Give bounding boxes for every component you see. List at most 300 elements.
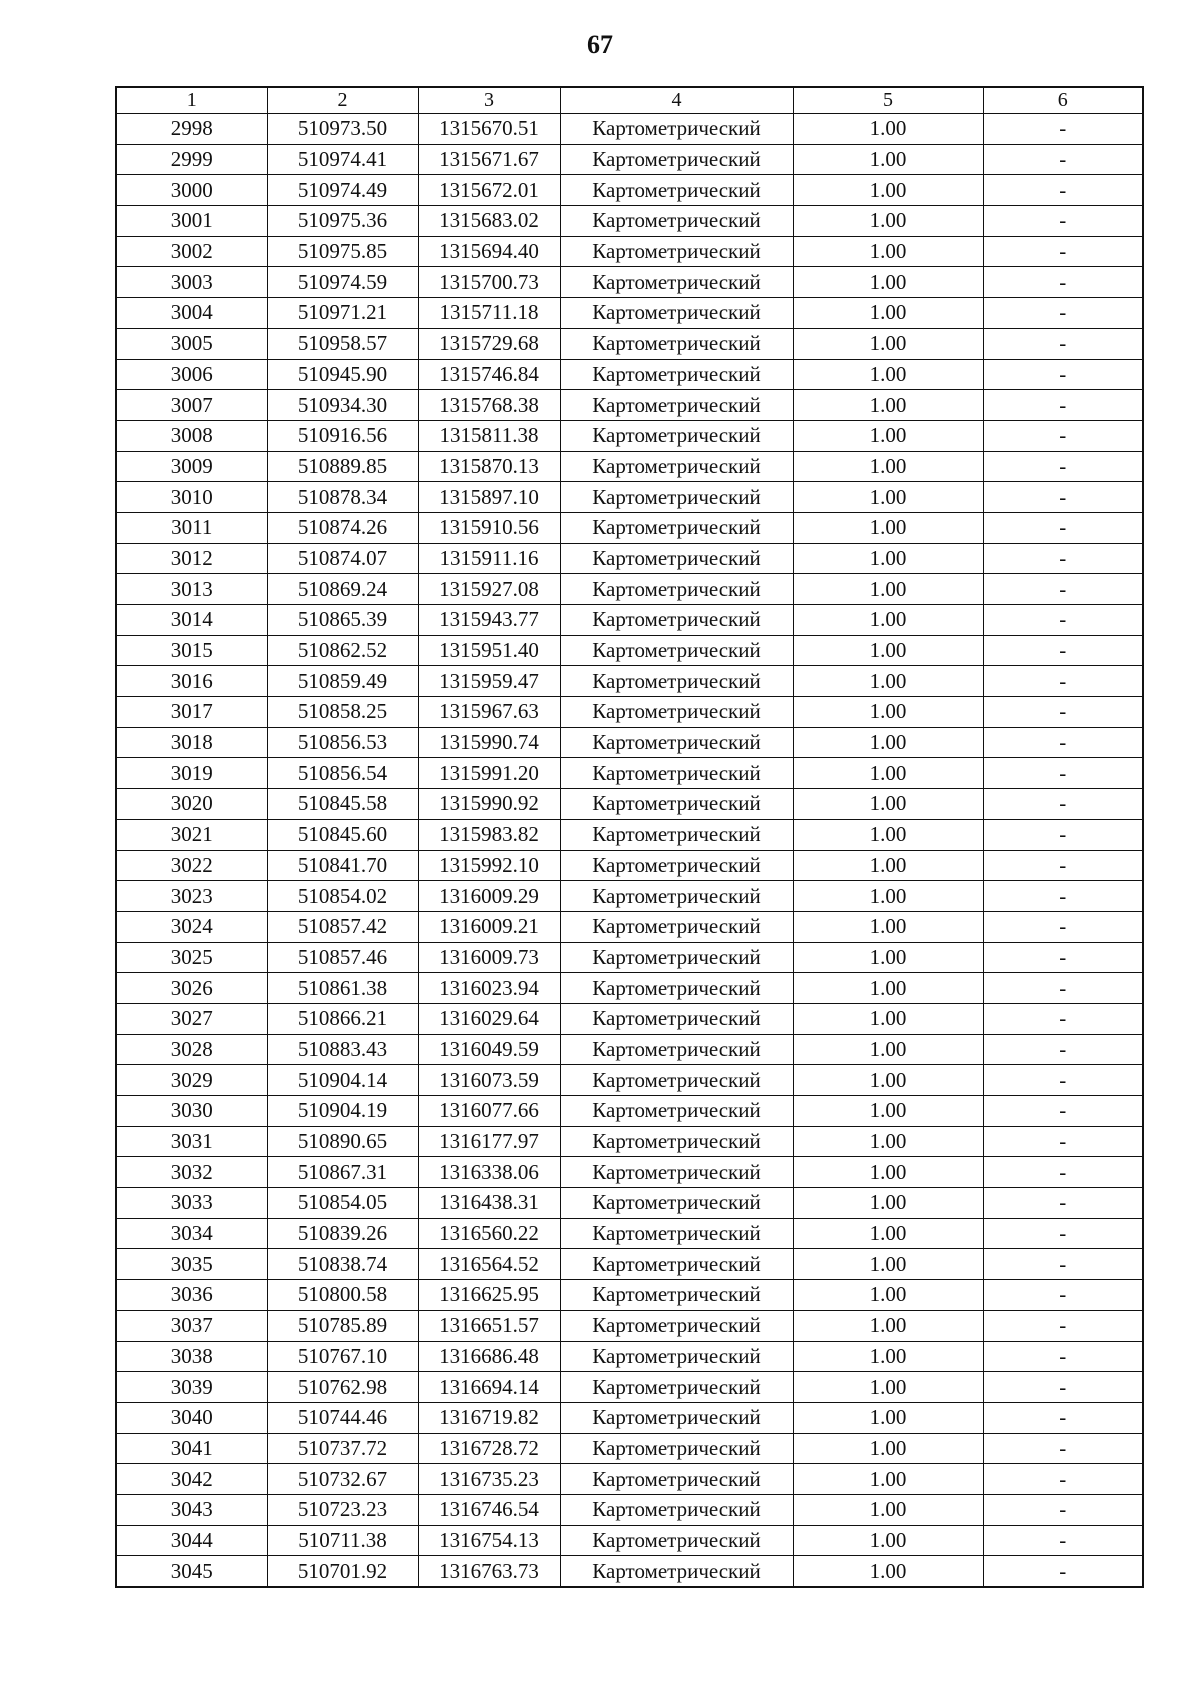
header-cell-col-3: 3 (418, 87, 560, 114)
method-cell: Картометрический (560, 881, 793, 912)
point-number-cell: 3036 (116, 1280, 267, 1311)
description-cell: - (983, 390, 1143, 421)
x-coordinate-cell: 510839.26 (267, 1218, 418, 1249)
method-cell: Картометрический (560, 1433, 793, 1464)
table-row (116, 758, 1143, 789)
accuracy-cell: 1.00 (793, 1188, 983, 1219)
table-row (116, 390, 1143, 421)
x-coordinate-cell: 510975.36 (267, 206, 418, 237)
x-coordinate-cell: 510973.50 (267, 114, 418, 145)
point-number-cell: 3017 (116, 697, 267, 728)
description-cell: - (983, 574, 1143, 605)
y-coordinate-cell: 1315927.08 (418, 574, 560, 605)
accuracy-cell: 1.00 (793, 1464, 983, 1495)
table-row (116, 1003, 1143, 1034)
accuracy-cell: 1.00 (793, 1218, 983, 1249)
y-coordinate-cell: 1316694.14 (418, 1372, 560, 1403)
point-number-cell: 3013 (116, 574, 267, 605)
description-cell: - (983, 635, 1143, 666)
x-coordinate-cell: 510890.65 (267, 1126, 418, 1157)
method-cell: Картометрический (560, 1494, 793, 1525)
accuracy-cell: 1.00 (793, 911, 983, 942)
y-coordinate-cell: 1316560.22 (418, 1218, 560, 1249)
y-coordinate-cell: 1316728.72 (418, 1433, 560, 1464)
x-coordinate-cell: 510854.02 (267, 881, 418, 912)
header-cell-col-2: 2 (267, 87, 418, 114)
x-coordinate-cell: 510856.54 (267, 758, 418, 789)
x-coordinate-cell: 510883.43 (267, 1034, 418, 1065)
x-coordinate-cell: 510854.05 (267, 1188, 418, 1219)
table-row (116, 114, 1143, 145)
y-coordinate-cell: 1315911.16 (418, 543, 560, 574)
method-cell: Картометрический (560, 635, 793, 666)
point-number-cell: 3001 (116, 206, 267, 237)
method-cell: Картометрический (560, 605, 793, 636)
x-coordinate-cell: 510974.41 (267, 144, 418, 175)
accuracy-cell: 1.00 (793, 1065, 983, 1096)
point-number-cell: 3028 (116, 1034, 267, 1065)
table-row (116, 543, 1143, 574)
y-coordinate-cell: 1315729.68 (418, 328, 560, 359)
point-number-cell: 3041 (116, 1433, 267, 1464)
description-cell: - (983, 942, 1143, 973)
method-cell: Картометрический (560, 973, 793, 1004)
table-row (116, 819, 1143, 850)
point-number-cell: 3044 (116, 1525, 267, 1556)
y-coordinate-cell: 1315991.20 (418, 758, 560, 789)
table-row (116, 175, 1143, 206)
y-coordinate-cell: 1316754.13 (418, 1525, 560, 1556)
x-coordinate-cell: 510859.49 (267, 666, 418, 697)
table-row (116, 1034, 1143, 1065)
accuracy-cell: 1.00 (793, 420, 983, 451)
x-coordinate-cell: 510800.58 (267, 1280, 418, 1311)
x-coordinate-cell: 510856.53 (267, 727, 418, 758)
description-cell: - (983, 1433, 1143, 1464)
table-row (116, 1218, 1143, 1249)
point-number-cell: 3000 (116, 175, 267, 206)
y-coordinate-cell: 1316625.95 (418, 1280, 560, 1311)
table-body (116, 114, 1143, 1588)
method-cell: Картометрический (560, 1341, 793, 1372)
table-row (116, 267, 1143, 298)
description-cell: - (983, 1065, 1143, 1096)
description-cell: - (983, 697, 1143, 728)
method-cell: Картометрический (560, 267, 793, 298)
point-number-cell: 2999 (116, 144, 267, 175)
accuracy-cell: 1.00 (793, 973, 983, 1004)
y-coordinate-cell: 1316338.06 (418, 1157, 560, 1188)
table-row (116, 1096, 1143, 1127)
accuracy-cell: 1.00 (793, 144, 983, 175)
method-cell: Картометрический (560, 1249, 793, 1280)
point-number-cell: 3008 (116, 420, 267, 451)
x-coordinate-cell: 510934.30 (267, 390, 418, 421)
point-number-cell: 3038 (116, 1341, 267, 1372)
table-row (116, 1433, 1143, 1464)
table-row (116, 206, 1143, 237)
point-number-cell: 3030 (116, 1096, 267, 1127)
y-coordinate-cell: 1316029.64 (418, 1003, 560, 1034)
point-number-cell: 3015 (116, 635, 267, 666)
y-coordinate-cell: 1316746.54 (418, 1494, 560, 1525)
y-coordinate-cell: 1315768.38 (418, 390, 560, 421)
point-number-cell: 3032 (116, 1157, 267, 1188)
x-coordinate-cell: 510711.38 (267, 1525, 418, 1556)
table-row (116, 911, 1143, 942)
method-cell: Картометрический (560, 666, 793, 697)
description-cell: - (983, 267, 1143, 298)
method-cell: Картометрический (560, 1280, 793, 1311)
description-cell: - (983, 1310, 1143, 1341)
x-coordinate-cell: 510732.67 (267, 1464, 418, 1495)
description-cell: - (983, 789, 1143, 820)
description-cell: - (983, 1556, 1143, 1587)
x-coordinate-cell: 510874.07 (267, 543, 418, 574)
method-cell: Картометрический (560, 942, 793, 973)
description-cell: - (983, 1341, 1143, 1372)
point-number-cell: 3020 (116, 789, 267, 820)
table-row (116, 973, 1143, 1004)
y-coordinate-cell: 1315951.40 (418, 635, 560, 666)
description-cell: - (983, 1372, 1143, 1403)
y-coordinate-cell: 1315990.92 (418, 789, 560, 820)
header-cell-col-1: 1 (116, 87, 267, 114)
point-number-cell: 3004 (116, 298, 267, 329)
x-coordinate-cell: 510869.24 (267, 574, 418, 605)
table-row (116, 942, 1143, 973)
method-cell: Картометрический (560, 727, 793, 758)
method-cell: Картометрический (560, 697, 793, 728)
table-row (116, 420, 1143, 451)
accuracy-cell: 1.00 (793, 451, 983, 482)
x-coordinate-cell: 510762.98 (267, 1372, 418, 1403)
table-row (116, 850, 1143, 881)
description-cell: - (983, 1464, 1143, 1495)
method-cell: Картометрический (560, 1188, 793, 1219)
accuracy-cell: 1.00 (793, 789, 983, 820)
point-number-cell: 3045 (116, 1556, 267, 1587)
table-row (116, 666, 1143, 697)
accuracy-cell: 1.00 (793, 1494, 983, 1525)
point-number-cell: 3005 (116, 328, 267, 359)
y-coordinate-cell: 1315897.10 (418, 482, 560, 513)
point-number-cell: 3021 (116, 819, 267, 850)
table-header (116, 87, 1143, 114)
x-coordinate-cell: 510878.34 (267, 482, 418, 513)
method-cell: Картометрический (560, 1556, 793, 1587)
point-number-cell: 3040 (116, 1402, 267, 1433)
accuracy-cell: 1.00 (793, 1310, 983, 1341)
y-coordinate-cell: 1315870.13 (418, 451, 560, 482)
description-cell: - (983, 881, 1143, 912)
y-coordinate-cell: 1315910.56 (418, 512, 560, 543)
x-coordinate-cell: 510861.38 (267, 973, 418, 1004)
accuracy-cell: 1.00 (793, 298, 983, 329)
point-number-cell: 3043 (116, 1494, 267, 1525)
y-coordinate-cell: 1315672.01 (418, 175, 560, 206)
table-row (116, 635, 1143, 666)
method-cell: Картометрический (560, 451, 793, 482)
description-cell: - (983, 1249, 1143, 1280)
table-row (116, 1464, 1143, 1495)
point-number-cell: 3019 (116, 758, 267, 789)
x-coordinate-cell: 510723.23 (267, 1494, 418, 1525)
point-number-cell: 3024 (116, 911, 267, 942)
y-coordinate-cell: 1315967.63 (418, 697, 560, 728)
table-row (116, 451, 1143, 482)
table-row (116, 236, 1143, 267)
table-row (116, 1249, 1143, 1280)
point-number-cell: 3039 (116, 1372, 267, 1403)
accuracy-cell: 1.00 (793, 1372, 983, 1403)
description-cell: - (983, 328, 1143, 359)
description-cell: - (983, 236, 1143, 267)
accuracy-cell: 1.00 (793, 1096, 983, 1127)
method-cell: Картометрический (560, 236, 793, 267)
table-row (116, 574, 1143, 605)
accuracy-cell: 1.00 (793, 1402, 983, 1433)
table-row (116, 1126, 1143, 1157)
accuracy-cell: 1.00 (793, 1525, 983, 1556)
description-cell: - (983, 666, 1143, 697)
method-cell: Картометрический (560, 359, 793, 390)
x-coordinate-cell: 510838.74 (267, 1249, 418, 1280)
accuracy-cell: 1.00 (793, 635, 983, 666)
description-cell: - (983, 1280, 1143, 1311)
description-cell: - (983, 1525, 1143, 1556)
description-cell: - (983, 1034, 1143, 1065)
method-cell: Картометрический (560, 819, 793, 850)
description-cell: - (983, 1157, 1143, 1188)
description-cell: - (983, 114, 1143, 145)
y-coordinate-cell: 1316719.82 (418, 1402, 560, 1433)
method-cell: Картометрический (560, 206, 793, 237)
y-coordinate-cell: 1315959.47 (418, 666, 560, 697)
table-row (116, 1157, 1143, 1188)
method-cell: Картометрический (560, 1157, 793, 1188)
point-number-cell: 3014 (116, 605, 267, 636)
point-number-cell: 3027 (116, 1003, 267, 1034)
y-coordinate-cell: 1315990.74 (418, 727, 560, 758)
accuracy-cell: 1.00 (793, 758, 983, 789)
point-number-cell: 3029 (116, 1065, 267, 1096)
table-row (116, 881, 1143, 912)
accuracy-cell: 1.00 (793, 1433, 983, 1464)
y-coordinate-cell: 1315746.84 (418, 359, 560, 390)
table-row (116, 789, 1143, 820)
table-row (116, 1280, 1143, 1311)
point-number-cell: 3033 (116, 1188, 267, 1219)
description-cell: - (983, 1218, 1143, 1249)
header-cell-col-4: 4 (560, 87, 793, 114)
method-cell: Картометрический (560, 911, 793, 942)
x-coordinate-cell: 510958.57 (267, 328, 418, 359)
accuracy-cell: 1.00 (793, 482, 983, 513)
method-cell: Картометрический (560, 1126, 793, 1157)
accuracy-cell: 1.00 (793, 236, 983, 267)
accuracy-cell: 1.00 (793, 1003, 983, 1034)
header-row (116, 87, 1143, 114)
accuracy-cell: 1.00 (793, 1280, 983, 1311)
table-row (116, 1556, 1143, 1587)
y-coordinate-cell: 1316438.31 (418, 1188, 560, 1219)
x-coordinate-cell: 510866.21 (267, 1003, 418, 1034)
accuracy-cell: 1.00 (793, 727, 983, 758)
accuracy-cell: 1.00 (793, 1341, 983, 1372)
table-row (116, 1372, 1143, 1403)
accuracy-cell: 1.00 (793, 697, 983, 728)
table-row (116, 328, 1143, 359)
x-coordinate-cell: 510904.19 (267, 1096, 418, 1127)
method-cell: Картометрический (560, 390, 793, 421)
description-cell: - (983, 512, 1143, 543)
point-number-cell: 3034 (116, 1218, 267, 1249)
method-cell: Картометрический (560, 175, 793, 206)
table-row (116, 359, 1143, 390)
y-coordinate-cell: 1316651.57 (418, 1310, 560, 1341)
description-cell: - (983, 451, 1143, 482)
y-coordinate-cell: 1315943.77 (418, 605, 560, 636)
y-coordinate-cell: 1315671.67 (418, 144, 560, 175)
accuracy-cell: 1.00 (793, 574, 983, 605)
description-cell: - (983, 1126, 1143, 1157)
accuracy-cell: 1.00 (793, 605, 983, 636)
accuracy-cell: 1.00 (793, 666, 983, 697)
accuracy-cell: 1.00 (793, 175, 983, 206)
x-coordinate-cell: 510857.42 (267, 911, 418, 942)
accuracy-cell: 1.00 (793, 267, 983, 298)
point-number-cell: 3018 (116, 727, 267, 758)
description-cell: - (983, 1494, 1143, 1525)
point-number-cell: 3009 (116, 451, 267, 482)
x-coordinate-cell: 510904.14 (267, 1065, 418, 1096)
table-row (116, 1402, 1143, 1433)
point-number-cell: 3003 (116, 267, 267, 298)
y-coordinate-cell: 1316735.23 (418, 1464, 560, 1495)
method-cell: Картометрический (560, 1464, 793, 1495)
accuracy-cell: 1.00 (793, 850, 983, 881)
x-coordinate-cell: 510841.70 (267, 850, 418, 881)
description-cell: - (983, 359, 1143, 390)
x-coordinate-cell: 510974.59 (267, 267, 418, 298)
point-number-cell: 3023 (116, 881, 267, 912)
x-coordinate-cell: 510945.90 (267, 359, 418, 390)
method-cell: Картометрический (560, 850, 793, 881)
point-number-cell: 3007 (116, 390, 267, 421)
method-cell: Картометрический (560, 114, 793, 145)
y-coordinate-cell: 1315670.51 (418, 114, 560, 145)
x-coordinate-cell: 510744.46 (267, 1402, 418, 1433)
table-row (116, 144, 1143, 175)
method-cell: Картометрический (560, 1402, 793, 1433)
point-number-cell: 3022 (116, 850, 267, 881)
y-coordinate-cell: 1316177.97 (418, 1126, 560, 1157)
accuracy-cell: 1.00 (793, 1126, 983, 1157)
description-cell: - (983, 911, 1143, 942)
accuracy-cell: 1.00 (793, 512, 983, 543)
x-coordinate-cell: 510845.58 (267, 789, 418, 820)
table-row (116, 512, 1143, 543)
method-cell: Картометрический (560, 144, 793, 175)
accuracy-cell: 1.00 (793, 359, 983, 390)
table-row (116, 697, 1143, 728)
point-number-cell: 3026 (116, 973, 267, 1004)
description-cell: - (983, 144, 1143, 175)
accuracy-cell: 1.00 (793, 881, 983, 912)
description-cell: - (983, 1003, 1143, 1034)
y-coordinate-cell: 1316023.94 (418, 973, 560, 1004)
method-cell: Картометрический (560, 1003, 793, 1034)
x-coordinate-cell: 510862.52 (267, 635, 418, 666)
y-coordinate-cell: 1316686.48 (418, 1341, 560, 1372)
accuracy-cell: 1.00 (793, 942, 983, 973)
point-number-cell: 2998 (116, 114, 267, 145)
accuracy-cell: 1.00 (793, 1157, 983, 1188)
page-number: 67 (587, 30, 613, 59)
method-cell: Картометрический (560, 512, 793, 543)
x-coordinate-cell: 510865.39 (267, 605, 418, 636)
point-number-cell: 3037 (116, 1310, 267, 1341)
y-coordinate-cell: 1316009.21 (418, 911, 560, 942)
y-coordinate-cell: 1316073.59 (418, 1065, 560, 1096)
table-row (116, 1525, 1143, 1556)
description-cell: - (983, 1096, 1143, 1127)
y-coordinate-cell: 1315694.40 (418, 236, 560, 267)
table-row (116, 1310, 1143, 1341)
y-coordinate-cell: 1316077.66 (418, 1096, 560, 1127)
y-coordinate-cell: 1315811.38 (418, 420, 560, 451)
method-cell: Картометрический (560, 420, 793, 451)
description-cell: - (983, 758, 1143, 789)
method-cell: Картометрический (560, 1034, 793, 1065)
description-cell: - (983, 543, 1143, 574)
description-cell: - (983, 973, 1143, 1004)
point-number-cell: 3042 (116, 1464, 267, 1495)
description-cell: - (983, 727, 1143, 758)
table-row (116, 605, 1143, 636)
accuracy-cell: 1.00 (793, 543, 983, 574)
table-row (116, 727, 1143, 758)
description-cell: - (983, 1188, 1143, 1219)
accuracy-cell: 1.00 (793, 1249, 983, 1280)
point-number-cell: 3016 (116, 666, 267, 697)
header-cell-col-5: 5 (793, 87, 983, 114)
y-coordinate-cell: 1315700.73 (418, 267, 560, 298)
point-number-cell: 3035 (116, 1249, 267, 1280)
x-coordinate-cell: 510867.31 (267, 1157, 418, 1188)
accuracy-cell: 1.00 (793, 1556, 983, 1587)
y-coordinate-cell: 1316009.29 (418, 881, 560, 912)
accuracy-cell: 1.00 (793, 1034, 983, 1065)
x-coordinate-cell: 510916.56 (267, 420, 418, 451)
x-coordinate-cell: 510974.49 (267, 175, 418, 206)
table-row (116, 1065, 1143, 1096)
method-cell: Картометрический (560, 789, 793, 820)
point-number-cell: 3002 (116, 236, 267, 267)
y-coordinate-cell: 1315992.10 (418, 850, 560, 881)
method-cell: Картометрический (560, 758, 793, 789)
x-coordinate-cell: 510767.10 (267, 1341, 418, 1372)
description-cell: - (983, 1402, 1143, 1433)
y-coordinate-cell: 1315983.82 (418, 819, 560, 850)
table-row (116, 482, 1143, 513)
x-coordinate-cell: 510737.72 (267, 1433, 418, 1464)
x-coordinate-cell: 510701.92 (267, 1556, 418, 1587)
x-coordinate-cell: 510858.25 (267, 697, 418, 728)
coordinates-table (115, 86, 1144, 1588)
description-cell: - (983, 298, 1143, 329)
